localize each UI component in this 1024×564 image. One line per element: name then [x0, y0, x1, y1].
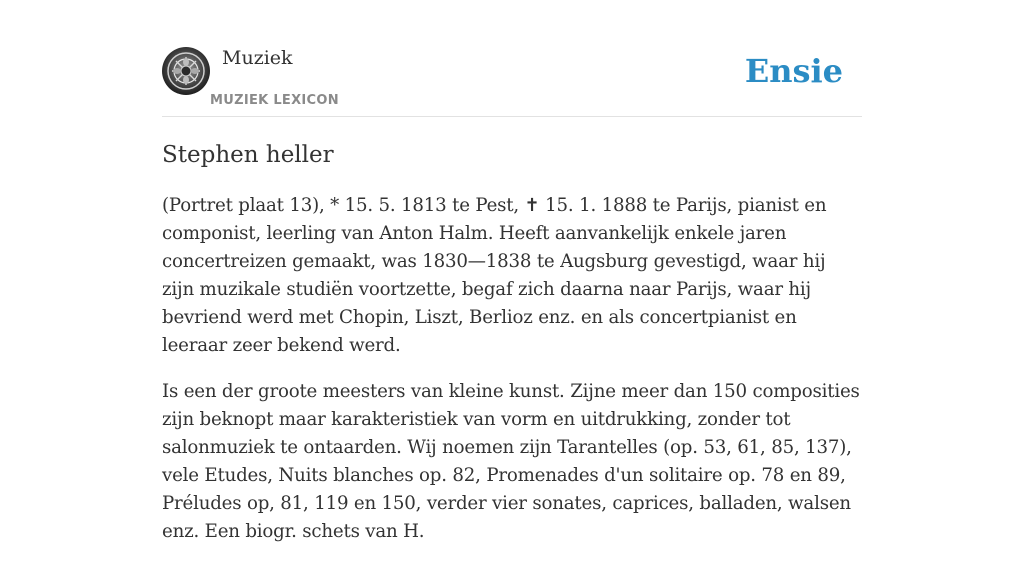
- category-label[interactable]: Muziek: [222, 47, 293, 69]
- article-paragraph: Is een der groote meesters van kleine kunst. Zijne meer dan 150 composities zijn beknopt maar karakteristiek van vorm en uitdrukking, zonder tot salonmuziek te ontaarden. Wij noemen zijn Tarantelles (op. 53, 61, 85, 137), vele Etudes, Nuits blanches op. 82, Promenades d'un solitaire op. 78 en 89, Préludes op, 81, 119 en 150, verder vier sonates, caprices, balladen, walsen enz. Een biogr. schets van H.: [162, 381, 860, 542]
- article-body: [162, 192, 862, 564]
- subcategory-label[interactable]: MUZIEK LEXICON: [210, 93, 339, 108]
- header: [162, 44, 862, 117]
- page-title: Stephen heller: [162, 142, 334, 168]
- brand-logo[interactable]: Ensie: [744, 52, 843, 90]
- article-paragraph: (Portret plaat 13), * 15. 5. 1813 te Pest, ✝ 15. 1. 1888 te Parijs, pianist en componist, leerling van Anton Halm. Heeft aanvankelijk enkele jaren concertreizen gemaakt, was 1830—1838 te Augsburg gevestigd, waar hij zijn muzikale studiën voortzette, begaf zich daarna naar Parijs, waar hij bevriend werd met Chopin, Liszt, Berlioz enz. en als concertpianist en leeraar zeer bekend werd.: [162, 195, 827, 356]
- muziek-emblem-icon[interactable]: [162, 47, 210, 95]
